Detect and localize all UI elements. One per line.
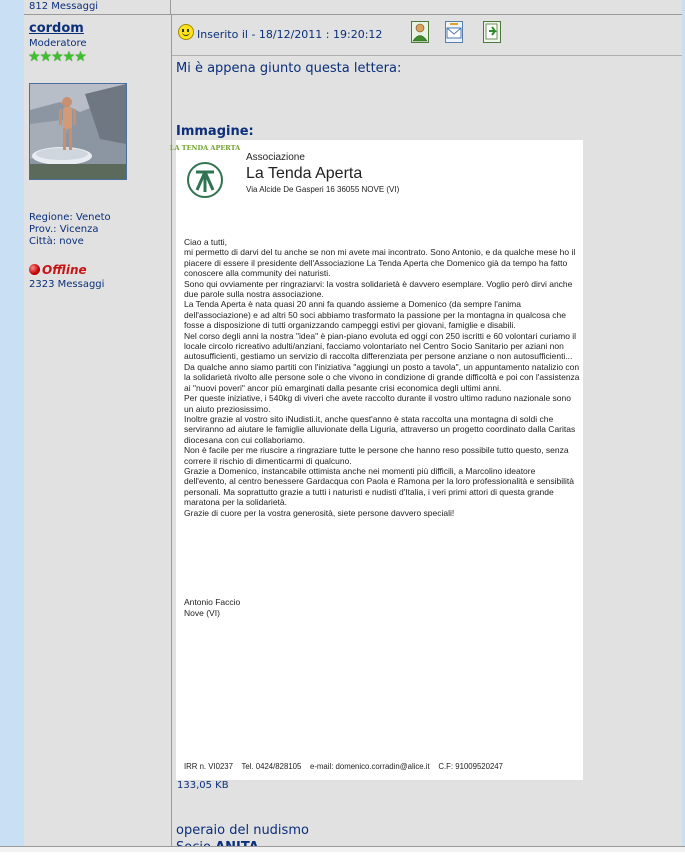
attached-letter-image[interactable] (169, 140, 583, 780)
letter-address: Via Alcide De Gasperi 16 36055 NOVE (VI) (246, 185, 400, 194)
page-bottom-bar (0, 846, 685, 852)
letter-signature-place: Nove (VI) (184, 608, 220, 618)
post-header (172, 15, 682, 55)
rank-stars-icon: ★★★★★ (28, 49, 86, 65)
author-city: Città: nove (29, 236, 84, 247)
image-file-size: 133,05 KB (177, 780, 229, 791)
author-province: Prov.: Vicenza (29, 224, 99, 235)
online-status (29, 263, 87, 277)
author-message-count: 2323 Messaggi (29, 279, 105, 290)
post-date: Inserito il - 18/12/2011 : 19:20:12 (197, 28, 383, 41)
previous-author-cell (24, 0, 171, 14)
author-avatar (29, 83, 127, 180)
offline-icon (29, 264, 40, 275)
author-region: Regione: Veneto (29, 212, 111, 223)
smiley-icon (178, 24, 194, 40)
letter-body: Ciao a tutti, mi permetto di darvi del tu anche se non mi avete mai incontrato. Sono Antonio, e da qualche mese ho il piacere di essere il presidente dell'Associazione La Tenda Aperta che Domenico già da tempo ha fatto conoscere alla community dei naturisti. Sono qui ovviamente per ringraziarvi: la vostra solidarietà è davvero esemplare. Voglio però dirvi anche due parole sulla nostra associazione. La Tenda Aperta è nata quasi 20 anni fa quando assieme a Domenico (da sempre l'anima dell'associazione) e ad altri 50 soci abbiamo trasformato la passione per la montagna in qualcosa che fosse a disposizione di tutti organizzando campeggi estivi per giovani, famiglie e disabili. Nel corso degli anni la nostra "idea" è pian-piano evoluta ed oggi con 250 iscritti e 60 volontari curiamo il locale circolo ricreativo adulti/anziani, facciamo volontariato nel Centro Socio Sanitario per aziani non autosufficienti, gestiamo un servizio di raccolta differenziata per persone anziane o non autosufficienti... Da qualche anno siamo partiti con l'iniziativa "aggiungi un posto a tavola", un appuntamento natalizio con la solidarietà rivolto alle persone sole o che vivono in condizione di grande difficoltà e poi con l'assistenza ai "nuovi poveri" ancor più emarginati dalla pesante crisi economica degli ultimi anni. Per queste iniziative, i 540kg di viveri che avete raccolto durante il vostro ultimo raduno nazionale sono un aiuto preziosissimo. Inoltre grazie al vostro sito iNudisti.it, anche quest'anno è stata raccolta una montagna di soldi che serviranno ad aiutare le famiglie alluvionate della Liguria, attraverso un progetto coordinato dalla Caritas diocesana con cui collaboriamo. Non è facile per me riuscire a ringraziare tutte le persone che hanno reso possibile tutto questo, senza correre il rischio di dimenticarmi di qualcuno. Grazie a Domenico, instancabile ottimista anche nei momenti più difficili, a Marcolino ideatore dell'evento, al centro benessere Gardacqua con Paola e Ramona per la loro professionalità e sensibilità personali. Ma soprattutto grazie a tutti i naturisti e nudisti d'Italia, i veri primi attori di questa grande maratona per la solidarietà. Grazie di cuore per la vostra generosità, siete persone davvero speciali! (184, 237, 580, 518)
image-label: Immagine: (176, 124, 254, 139)
letter-association: Associazione (246, 152, 305, 163)
profile-icon[interactable] (411, 21, 429, 43)
previous-message-count: 812 Messaggi (29, 1, 99, 12)
quote-icon[interactable] (483, 21, 501, 43)
author-username-link[interactable]: cordom (29, 21, 84, 36)
post-panel (169, 15, 682, 847)
status-label: Offline (42, 263, 87, 277)
email-icon[interactable] (445, 21, 463, 43)
author-panel (24, 15, 172, 847)
letter-signature-name: Antonio Faccio (184, 597, 241, 607)
post-lead-text: Mi è appena giunto questa lettera: (176, 61, 402, 76)
signature-line-1: operaio del nudismo (176, 823, 309, 838)
letter-org-name: La Tenda Aperta (246, 165, 363, 182)
left-page-strip (0, 0, 25, 851)
avatar-photo (30, 84, 126, 179)
header-divider (172, 55, 682, 56)
author-role: Moderatore (29, 38, 87, 49)
logo-text: LA TENDA APERTA (169, 144, 241, 152)
previous-post-footer (24, 0, 682, 15)
tenda-aperta-logo-icon (169, 142, 241, 200)
letter-footer: IRR n. VI0237 Tel. 0424/828105 e-mail: domenico.corradin@alice.it C.F: 91009520247 (184, 762, 503, 771)
